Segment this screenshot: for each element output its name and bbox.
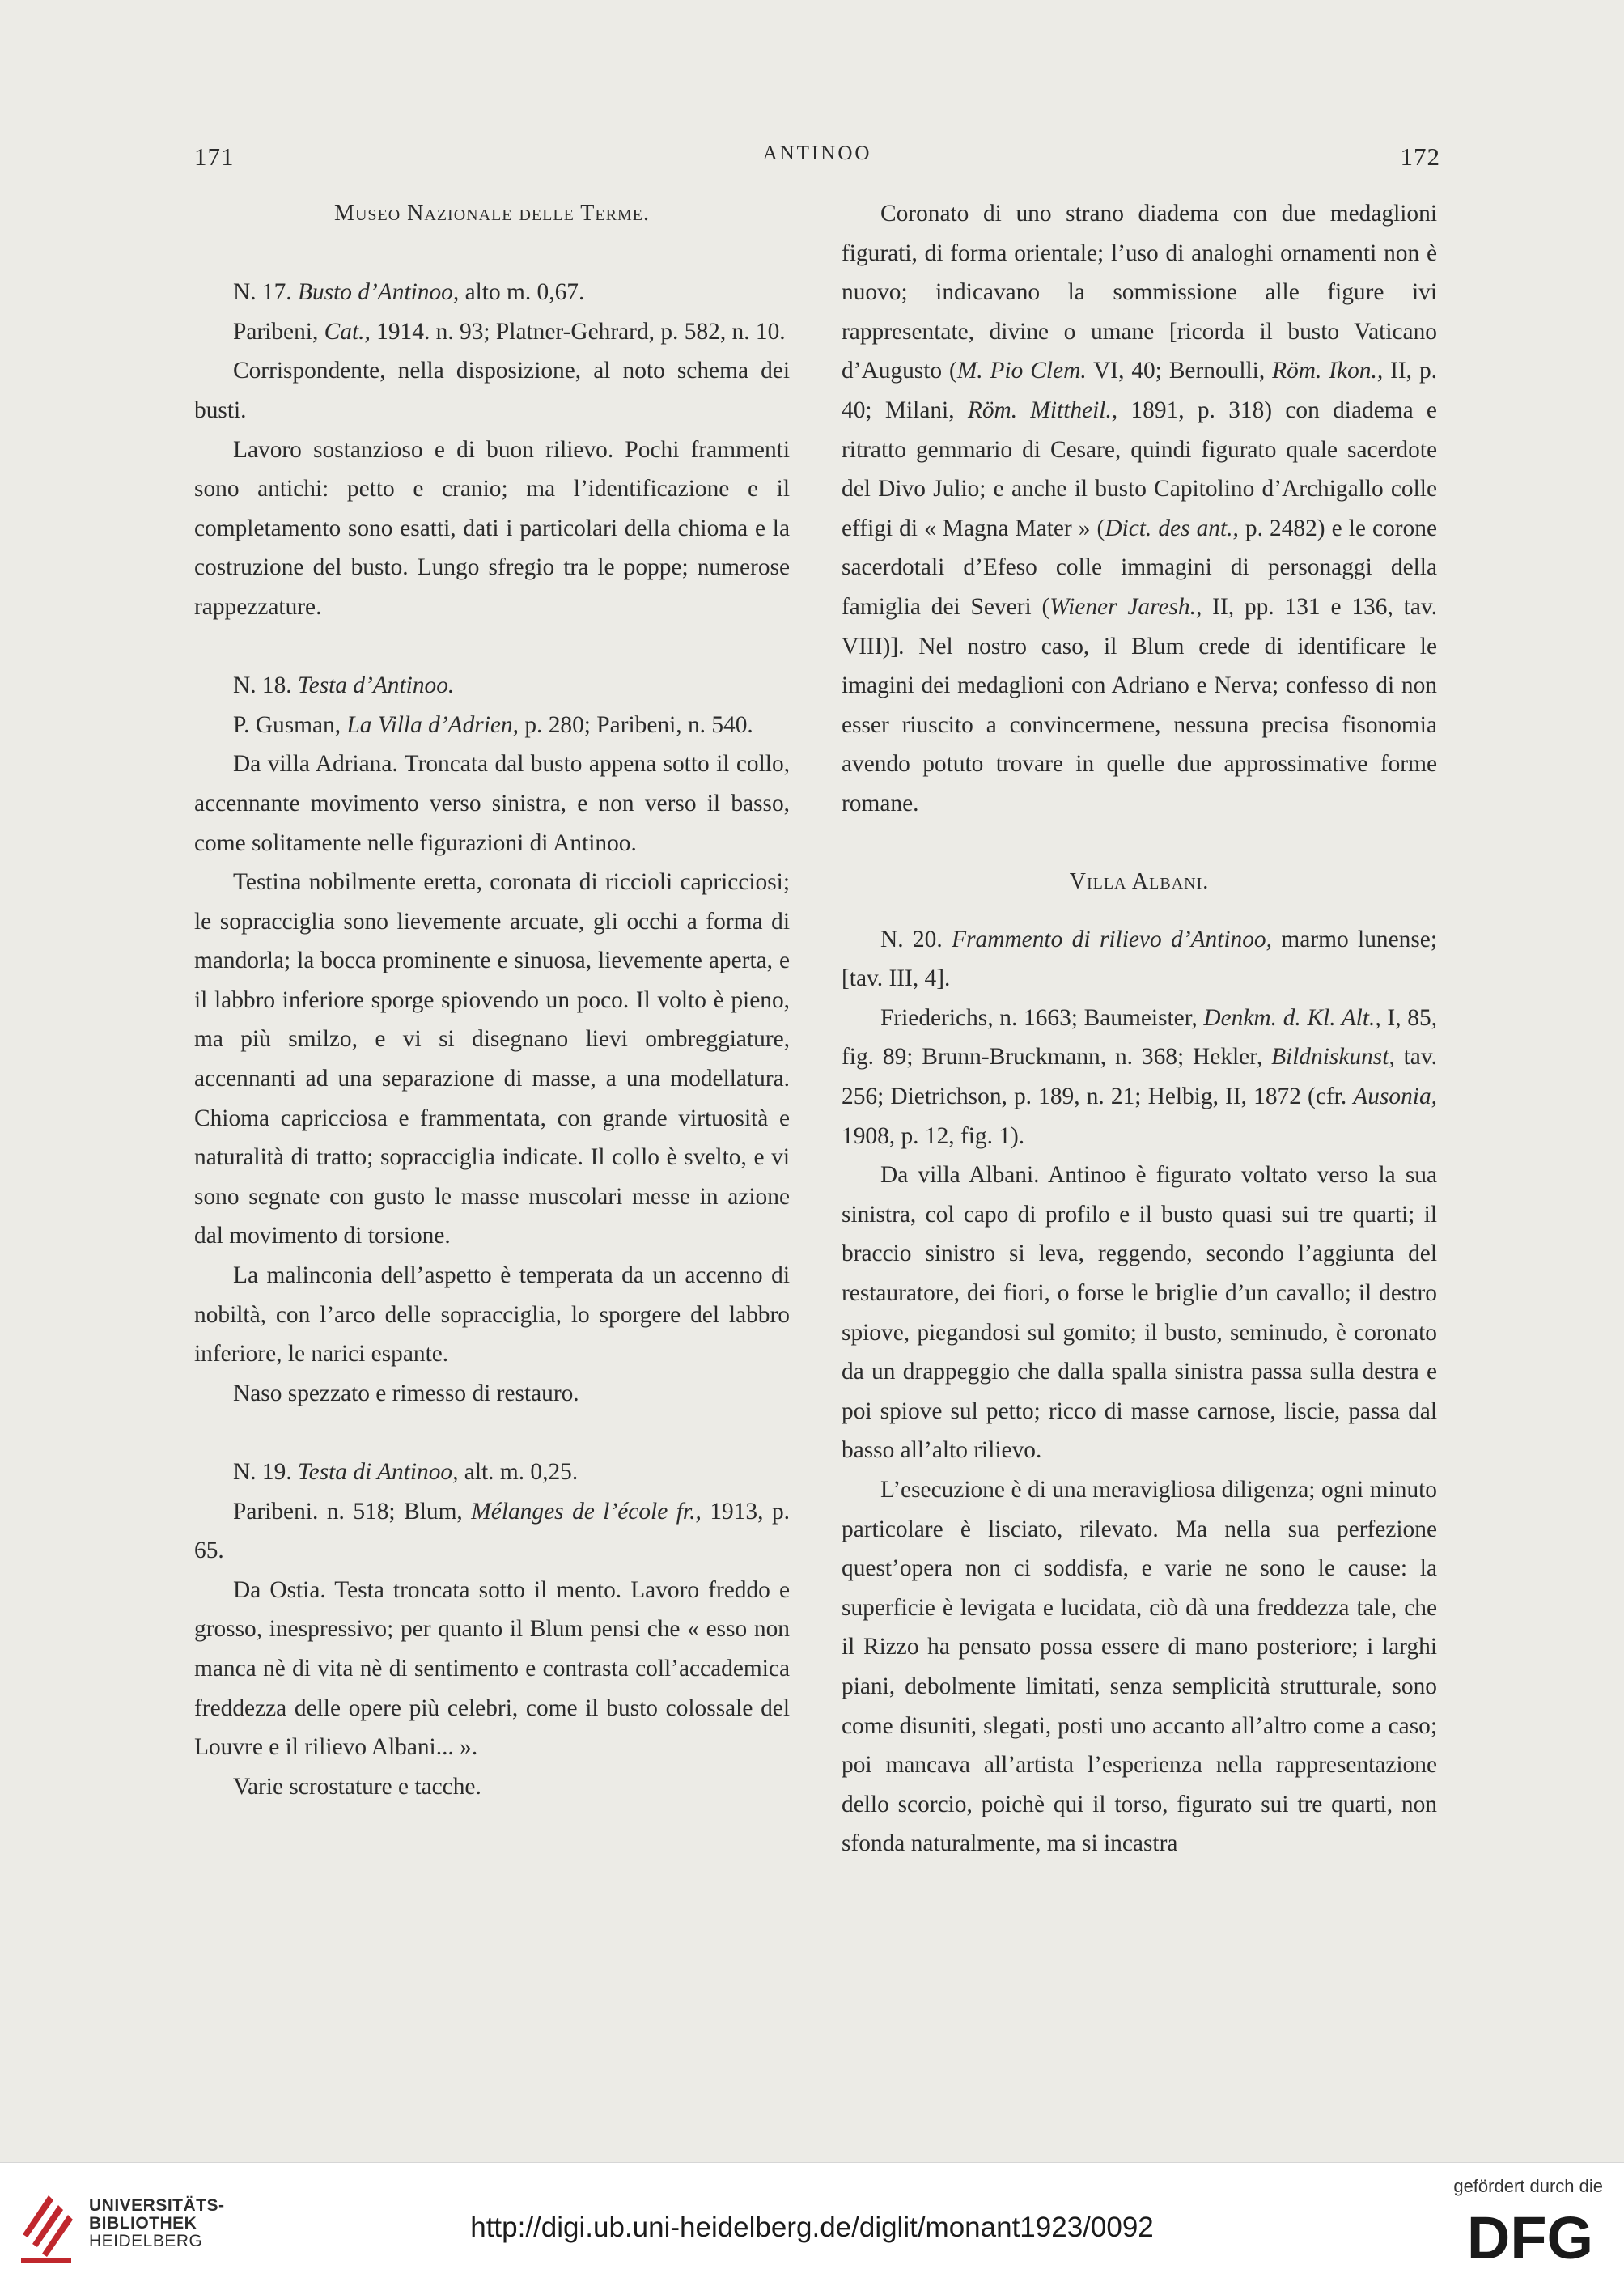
text-run: N. 18. — [233, 672, 299, 699]
italic-text: La Villa d’Adrien, — [346, 711, 519, 738]
text-run: Da villa Albani. Antinoo è figurato voltato verso la sua sinistra, col capo di profilo e il busto quasi sui tre quarti; il braccio sinistro si leva, reggendo, secondo l’aggiunta del restauratore, dei fiori, o forse le briglie d’un cavallo; il destro spiove, piegandosi sul gomito; il busto, seminudo, è coronato da un drappeggio che dalla spalla sinistra passa sulla destra e poi spiove sul petto; ricco di masse carnose, liscie, passa dal basso all’alto rilievo. — [842, 1162, 1437, 1464]
paragraph — [194, 666, 790, 706]
text-run: N. 20. — [880, 926, 952, 952]
text-run: Coronato di uno strano diadema con due medaglioni figurati, di forma orientale; l’uso di analoghi ornamenti non è nuovo; indicavano la sommissione alle figure ivi rappresentate, divine o umane [ricorda il busto Vaticano d’Augusto ( — [842, 201, 1437, 384]
page-number-right: 172 — [1400, 142, 1440, 171]
funded-by-label: gefördert durch die — [1453, 2176, 1603, 2196]
text-run: alto m. 0,67. — [459, 279, 585, 306]
italic-text: Wiener Jaresh., — [1049, 593, 1202, 620]
italic-text: Röm. Ikon., — [1272, 358, 1384, 384]
running-header — [194, 142, 1440, 178]
text-run: Corrispondente, nella disposizione, al noto schema dei busti. — [194, 358, 790, 423]
text-run: p. 2482) e le corone sacerdotali d’Efeso colle immagini di personaggi della famiglia dei Severi ( — [842, 515, 1437, 620]
text-run: alt. m. 0,25. — [458, 1459, 579, 1485]
italic-text: Busto d’Antinoo, — [298, 279, 460, 306]
paragraph — [194, 744, 790, 863]
library-name: UNIVERSITÄTS- BIBLIOTHEK HEIDELBERG — [89, 2196, 225, 2250]
text-run: Paribeni, — [233, 318, 324, 345]
page-number-left: 171 — [194, 142, 235, 171]
dfg-logo-icon — [1457, 2205, 1603, 2267]
text-run: Da Ostia. Testa troncata sotto il mento. Lavoro freddo e grosso, inespressivo; per quanto il Blum pensi che « esso non manca nè di vita nè di sentimento e contrasta coll’accademica freddezza delle opere più celebri, come il busto colossale del Louvre e il rilievo Albani... ». — [194, 1576, 790, 1761]
text-run: Paribeni. n. 518; Blum, — [233, 1498, 472, 1525]
paragraph — [194, 1374, 790, 1414]
italic-text: Röm. Mittheil., — [967, 397, 1118, 423]
italic-text: Denkm. d. Kl. Alt., — [1203, 1004, 1381, 1031]
italic-text: Testa di Antinoo, — [298, 1459, 459, 1485]
italic-text: Testa d’Antinoo. — [298, 672, 455, 699]
text-run: Testina nobilmente eretta, coronata di riccioli capricciosi; le sopracciglia sono lievemente arcuate, gli occhi a forma di mandorla; la bocca prominente e sinuosa, lievemente aperta, e il labbro inferiore sporge spiovendo un poco. Il volto è pieno, ma più smilzo, e vi si disegnano lievi ombreggiature, accennanti ad una separazione di masse, a una modellatura. Chioma capricciosa e frammentata, con grande virtuosità e naturalità di tratto; sopracciglia indicate. Il collo è svelto, e vi sono segnate con gusto le masse muscolari messe in azione dal movimento di torsione. — [194, 869, 790, 1249]
paragraph — [194, 1453, 790, 1492]
text-run: 1914. n. 93; Platner-Gehrard, p. 582, n. 10. — [370, 318, 786, 345]
italic-text: Mélanges de l’école fr., — [471, 1498, 702, 1525]
text-run: tav. 256; Dietrichson, p. 189, n. 21; Helbig, II, 1872 (cfr. — [842, 1044, 1437, 1110]
paragraph — [842, 1470, 1437, 1864]
paragraph — [842, 999, 1437, 1156]
text-run: Da villa Adriana. Troncata dal busto appena sotto il collo, accennante movimento verso sinistra, e non verso il basso, come solitamente nelle figurazioni di Antinoo. — [194, 751, 790, 856]
text-run: L’esecuzione è di una meravigliosa diligenza; ogni minuto particolare è lisciato, rilevato. Ma nella sua perfezione quest’opera non ci soddisfa, e varie ne sono le cause: la superficie è levigata e lucidata, ciò dà una freddezza tale, che il Rizzo ha pensato possa essere di mano posteriore; i larghi piani, debolmente limitati, senza semplicità strutturale, sono come disuniti, slegati, posti uno accanto all’altro come a caso; poi mancava all’artista l’esperienza nella rappresentazione dello scorcio, poichè qui il torso, figurato sui tre quarti, non sfonda naturalmente, ma si incastra — [842, 1477, 1437, 1857]
text-run: VI, 40; Bernoulli, — [1086, 358, 1273, 384]
text-run: II, p. 40; Milani, — [842, 358, 1437, 423]
text-run: 1891, p. 318) con diadema e ritratto gemmario di Cesare, quindi figurato quale sacerdote del Divo Julio; e anche il busto Capitolino d’Archigallo colle effigi di « Magna Mater » ( — [842, 397, 1437, 541]
svg-text:DFG: DFG — [1466, 2205, 1594, 2267]
paragraph — [842, 194, 1437, 824]
section-heading: Villa Albani. — [1069, 869, 1210, 895]
paragraph — [194, 351, 790, 430]
italic-text: M. Pio Clem. — [956, 358, 1087, 384]
text-run: Lavoro sostanzioso e di buon rilievo. Pochi frammenti sono antichi: petto e cranio; ma l’identificazione e il completamento sono esatti, dati i particolari della chioma e la costruzione del busto. Lungo sfregio tra le poppe; numerose rappezzature. — [194, 436, 790, 620]
text-run: N. 17. — [233, 279, 299, 306]
italic-text: Cat., — [324, 318, 371, 345]
paragraph — [194, 430, 790, 627]
paragraph — [842, 920, 1437, 999]
text-run: I, 85, fig. 89; Brunn-Bruckmann, n. 368; Hekler, — [842, 1004, 1438, 1071]
paragraph — [842, 1156, 1437, 1470]
text-run: 1913, p. 65. — [194, 1498, 790, 1564]
paragraph — [194, 863, 790, 1256]
permalink-url[interactable]: http://digi.ub.uni-heidelberg.de/diglit/monant1923/0092 — [470, 2212, 1154, 2243]
text-run: II, pp. 131 e 136, tav. VIII)]. Nel nostro caso, il Blum crede di identificare le imagini dei medaglioni con Adriano e Nerva; confesso di non esser riuscito a convincermene, nessuna precisa fisonomia avendo potuto trovare in quelle due approssimative forme romane. — [842, 593, 1437, 816]
paragraph — [194, 312, 790, 352]
text-run: P. Gusman, — [233, 711, 347, 738]
paragraph — [194, 273, 790, 312]
text-run: Naso spezzato e rimesso di restauro. — [233, 1380, 579, 1406]
text-run: 1908, p. 12, fig. 1). — [842, 1122, 1025, 1149]
paragraph — [194, 1571, 790, 1767]
section-heading: Museo Nazionale delle Terme. — [334, 201, 650, 226]
text-run: Varie scrostature e tacche. — [233, 1773, 481, 1800]
paragraph — [194, 1767, 790, 1807]
italic-text: Dict. des ant., — [1105, 515, 1239, 541]
text-run: p. 280; Paribeni, n. 540. — [518, 711, 753, 738]
text-run: Friederichs, n. 1663; Baumeister, — [880, 1004, 1204, 1031]
text-run: marmo lunense; [tav. III, 4]. — [842, 926, 1437, 992]
paragraph — [194, 1492, 790, 1571]
running-title: ANTINOO — [762, 142, 872, 164]
viewer-footer — [0, 2162, 1624, 2286]
paragraph — [194, 1256, 790, 1374]
text-run: La malinconia dell’aspetto è temperata da un accenno di nobiltà, con l’arco delle sopracciglia, lo sporgere del labbro inferiore, le narici espante. — [194, 1262, 790, 1368]
right-column — [842, 194, 1437, 1864]
italic-text: Ausonia, — [1353, 1084, 1437, 1110]
left-column — [194, 194, 790, 1806]
italic-text: Bildniskunst, — [1271, 1044, 1395, 1071]
italic-text: Frammento di rilievo d’Antinoo, — [952, 926, 1272, 952]
paragraph — [194, 706, 790, 745]
text-run: N. 19. — [233, 1459, 299, 1485]
